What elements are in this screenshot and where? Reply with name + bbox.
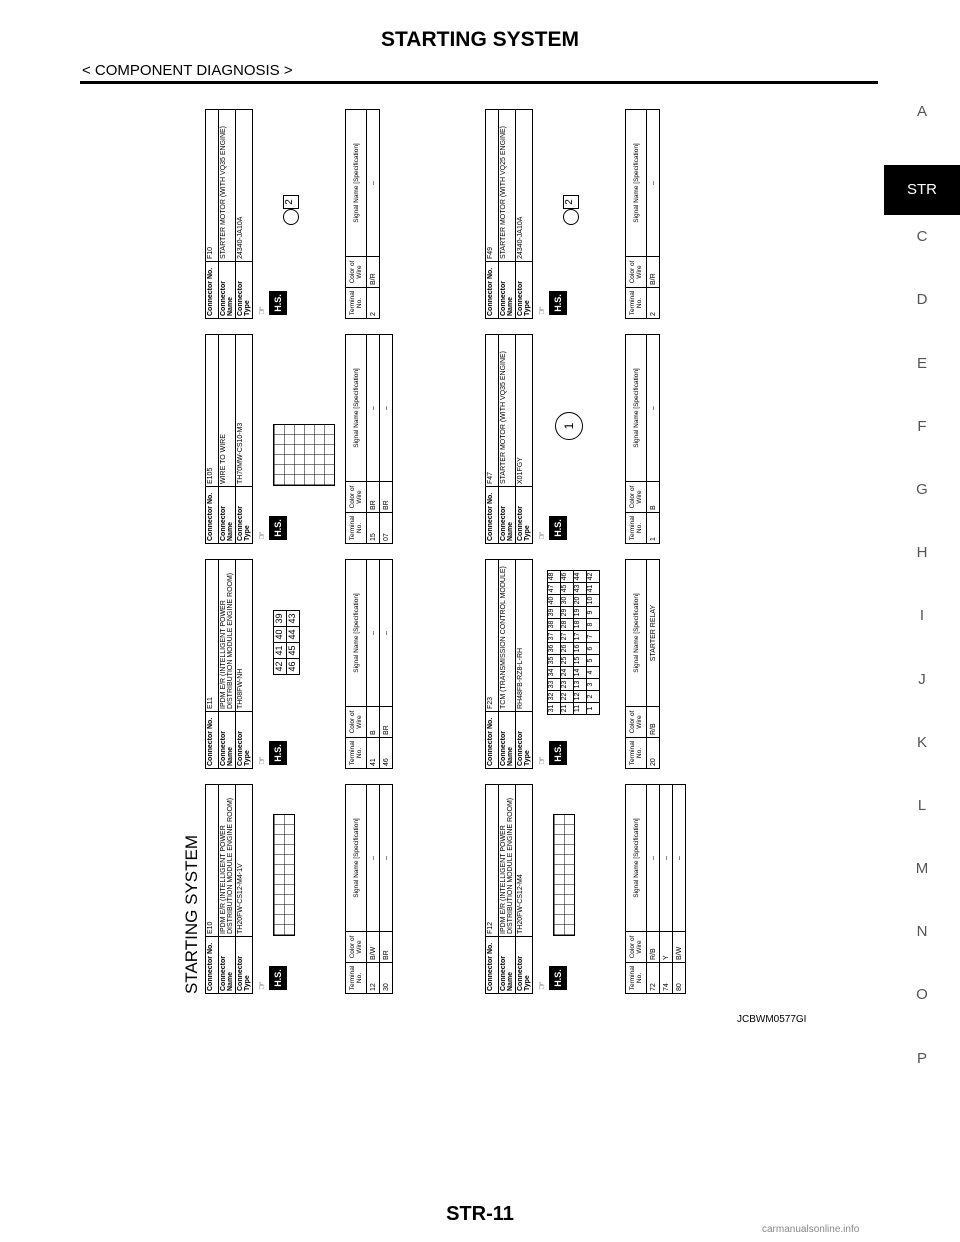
cavity-number: 5 [586, 654, 600, 667]
cavity-number: 48 [547, 570, 561, 583]
cavity-number: 25 [560, 654, 574, 667]
pin-table-header-cell: Color of Wire [626, 482, 647, 513]
connector-info-label: Connector Type [516, 262, 533, 319]
cavity-number: 18 [573, 618, 587, 631]
pin-cell: BR [380, 932, 393, 963]
pin-cell: 15 [367, 513, 380, 544]
connector-panel-e105 [205, 334, 475, 544]
hs-icon: H.S. [269, 291, 287, 315]
cavity-number: 24 [560, 666, 574, 679]
cavity-number: 16 [573, 642, 587, 655]
pin-cell: – [380, 785, 393, 932]
hand-icon: ☞ [257, 981, 268, 990]
connector-face [255, 563, 335, 735]
pin-table-header-cell: Signal Name [Specification] [626, 110, 647, 257]
cavity-number: 27 [560, 630, 574, 643]
cavity-number: 43 [286, 610, 300, 627]
pin-cell: R/B [647, 707, 660, 738]
cavity-number: 41 [273, 642, 287, 659]
cavity-number: 7 [586, 630, 600, 643]
header-rule [80, 81, 878, 84]
pin-table-header [626, 335, 647, 544]
pin-table [625, 784, 686, 994]
connector-info-value: E11 [206, 560, 219, 712]
index-item-n[interactable]: N [916, 923, 928, 941]
connector-info-value: TH08FW-NH [236, 560, 253, 712]
page-header-subtitle: < COMPONENT DIAGNOSIS > [82, 62, 293, 79]
cavity-number: 6 [586, 642, 600, 655]
cavity-number: 22 [560, 690, 574, 703]
cavity-number: 35 [547, 654, 561, 667]
pin-table-header [346, 335, 367, 544]
connector-info-label: Connector Name [499, 937, 516, 994]
pin-cell: 07 [380, 513, 393, 544]
connector-panel-f47 [485, 334, 755, 544]
pin-cell: BR [367, 482, 380, 513]
index-item-c[interactable]: C [916, 228, 928, 246]
pin-cell: 41 [367, 738, 380, 769]
pin-cell: – [647, 335, 660, 482]
connector-info-row-name [499, 560, 516, 769]
connector-info-value: STARTER MOTOR (WITH VQ35 ENGINE) [219, 110, 236, 262]
pin-table [625, 559, 660, 769]
cavity-number: 12 [573, 690, 587, 703]
connector-info-label: Connector Type [236, 712, 253, 769]
page-number: STR-11 [446, 1203, 514, 1225]
connector-info-value: TH70MW-CS10-M3 [236, 335, 253, 487]
pin-row [660, 785, 673, 994]
connector-info-row-name [219, 335, 236, 544]
pin-cell: 20 [647, 738, 660, 769]
connector-info-value: RH48FB-RZ8-L-RH [516, 560, 533, 712]
pin-row [367, 110, 380, 319]
hand-icon: ☞ [537, 981, 548, 990]
connector-info-label: Connector No. [486, 712, 499, 769]
pin-cell: 74 [660, 963, 673, 994]
connector-info-value: TH20FW-CS12-M4 [516, 785, 533, 937]
section-index [884, 96, 960, 1106]
pin-cell: BR [380, 707, 393, 738]
connector-info-label: Connector Type [236, 937, 253, 994]
cavity-number: 46 [286, 658, 300, 675]
connector-info-label: Connector Type [516, 937, 533, 994]
pin-table [345, 784, 393, 994]
pin-cell: – [367, 560, 380, 707]
pin-table-header [346, 110, 367, 319]
index-item-a[interactable]: A [916, 103, 927, 120]
connector-info-table [485, 334, 533, 544]
cavity-number: 43 [573, 582, 587, 595]
hs-icon: H.S. [549, 516, 567, 540]
connector-info-row-no [486, 110, 499, 319]
connector-info-value: TH20FW-CS12-M4-1V [236, 785, 253, 937]
connector-panel-f12 [485, 784, 755, 994]
cavity-number: 1 [586, 702, 600, 715]
cavity-number: 8 [586, 618, 600, 631]
connector-info-value: 24340-JA10A [516, 110, 533, 262]
pin-cell: B/R [367, 257, 380, 288]
cavity-number: 9 [586, 606, 600, 619]
connector-info-table [485, 109, 533, 319]
cavity-number: 29 [560, 606, 574, 619]
pin-cell: 30 [380, 963, 393, 994]
hs-icon: H.S. [549, 741, 567, 765]
connector-face [535, 563, 615, 735]
connector-panel-f49 [485, 109, 755, 319]
cavity-number: 40 [273, 626, 287, 643]
pin-table [345, 109, 380, 319]
connector-info-value: IPDM E/R (INTELLIGENT POWER DISTRIBUTION MODULE ENGINE ROOM) [499, 785, 516, 937]
connector-info-label: Connector Type [236, 262, 253, 319]
cavity-number: 44 [573, 570, 587, 583]
index-item-l[interactable]: L [917, 796, 927, 814]
cavity-number: 4 [586, 666, 600, 679]
cavity-number: 2 [283, 195, 299, 209]
connector-info-row-type [516, 785, 533, 994]
pin-table-header-cell: Signal Name [Specification] [346, 335, 367, 482]
diagram-title: STARTING SYSTEM [182, 834, 201, 994]
cavity-number: 2 [563, 195, 579, 209]
cavity-number: 47 [547, 582, 561, 595]
pin-row [647, 785, 660, 994]
pin-row [367, 560, 380, 769]
connector-info-label: Connector Name [499, 712, 516, 769]
hs-icon: H.S. [269, 966, 287, 990]
connector-info-label: Connector No. [486, 262, 499, 319]
hs-icon: H.S. [549, 291, 567, 315]
connector-info-row-name [499, 335, 516, 544]
connector-face [255, 113, 335, 285]
cavity-number: 2 [586, 690, 600, 703]
pin-table-header-cell: Signal Name [Specification] [626, 560, 647, 707]
cavity-number: 15 [573, 654, 587, 667]
pin-table-header-cell: Terminal No. [346, 288, 367, 319]
hand-icon: ☞ [537, 306, 548, 315]
pin-table [345, 559, 393, 769]
connector-info-label: Connector No. [206, 262, 219, 319]
page-header-title: STARTING SYSTEM [381, 28, 579, 51]
pin-cell: R/B [647, 932, 660, 963]
figure-reference: JCBWM0577GI [737, 1014, 807, 1025]
connector-info-row-name [219, 110, 236, 319]
hs-icon: H.S. [269, 741, 287, 765]
connector-info-value: E105 [206, 335, 219, 487]
cavity-number: 40 [547, 594, 561, 607]
cavity-number: 45 [286, 642, 300, 659]
hand-icon: ☞ [257, 756, 268, 765]
connector-grid [273, 424, 335, 486]
connector-info-row-type [516, 560, 533, 769]
hs-icon: H.S. [549, 966, 567, 990]
cavity-number: 36 [547, 642, 561, 655]
connector-info-row-no [206, 785, 219, 994]
connector-diagram [180, 100, 820, 1000]
cavity-number: 11 [573, 702, 587, 715]
pin-cell: 12 [367, 963, 380, 994]
connector-info-row-type [516, 110, 533, 319]
pin-cell: B/W [673, 932, 686, 963]
pin-row [367, 335, 380, 544]
cavity-number: 33 [547, 678, 561, 691]
pin-table-header-cell: Signal Name [Specification] [626, 785, 647, 932]
pin-cell: STARTER RELAY [647, 560, 660, 707]
cavity-number: 42 [273, 658, 287, 675]
connector-info-label: Connector Name [499, 487, 516, 544]
connector-info-value: IPDM E/R (INTELLIGENT POWER DISTRIBUTION MODULE ENGINE ROOM) [219, 785, 236, 937]
pin-row [380, 785, 393, 994]
index-item-j[interactable]: J [918, 670, 926, 688]
pin-table-header-cell: Terminal No. [346, 963, 367, 994]
pin-cell: – [647, 785, 660, 932]
pin-table [625, 109, 660, 319]
connector-info-value: STARTER MOTOR (WITH VQ35 ENGINE) [499, 335, 516, 487]
connector-info-row-name [219, 560, 236, 769]
connector-info-value: WIRE TO WIRE [219, 335, 236, 487]
connector-info-label: Connector Name [219, 262, 236, 319]
connector-info-table [485, 784, 533, 994]
connector-info-label: Connector Type [516, 487, 533, 544]
connector-info-value: TCM (TRANSMISSION CONTROL MODULE) [499, 560, 516, 712]
connector-panel-f23 [485, 559, 755, 769]
pin-table-header [346, 560, 367, 769]
cavity-number: 20 [573, 594, 587, 607]
pin-table-header-cell: Color of Wire [626, 707, 647, 738]
pin-row [380, 335, 393, 544]
connector-info-value: F23 [486, 560, 499, 712]
connector-info-label: Connector Name [219, 712, 236, 769]
index-item-str[interactable]: STR [884, 165, 960, 215]
pin-cell: – [367, 335, 380, 482]
cavity-number: 26 [560, 642, 574, 655]
connector-face [535, 788, 615, 960]
connector-info-label: Connector Name [499, 262, 516, 319]
pin-table-header-cell: Signal Name [Specification] [346, 110, 367, 257]
cavity-number: 23 [560, 678, 574, 691]
connector-face [535, 113, 615, 285]
connector-info-value: F12 [486, 785, 499, 937]
connector-info-table [485, 559, 533, 769]
pin-cell: 2 [647, 288, 660, 319]
hs-icon: H.S. [269, 516, 287, 540]
cavity-number: 46 [560, 570, 574, 583]
connector-info-row-no [486, 785, 499, 994]
cavity-number: 32 [547, 690, 561, 703]
cavity-number: 3 [586, 678, 600, 691]
pin-cell: – [647, 110, 660, 257]
cavity-number: 41 [586, 582, 600, 595]
connector-info-row-no [486, 335, 499, 544]
connector-info-table [205, 334, 253, 544]
index-item-f[interactable]: F [917, 417, 927, 435]
pin-cell: Y [660, 932, 673, 963]
pin-row [673, 785, 686, 994]
index-item-p[interactable]: P [916, 1049, 927, 1067]
pin-table-header [626, 785, 647, 994]
connector-info-label: Connector No. [486, 937, 499, 994]
connector-info-row-name [499, 785, 516, 994]
connector-info-value: F49 [486, 110, 499, 262]
connector-panel-f10 [205, 109, 475, 319]
connector-info-value: E10 [206, 785, 219, 937]
pin-cell: 72 [647, 963, 660, 994]
cavity-number: 42 [586, 570, 600, 583]
connector-sheet [180, 100, 820, 1000]
connector-info-label: Connector Name [219, 937, 236, 994]
cavity-number: 38 [547, 618, 561, 631]
index-item-h[interactable]: H [916, 544, 928, 562]
pin-table-header [626, 560, 647, 769]
connector-info-row-type [236, 335, 253, 544]
hand-icon: ☞ [537, 756, 548, 765]
pin-table-header [626, 110, 647, 319]
cavity-number: 34 [547, 666, 561, 679]
connector-info-value: X01FGY [516, 335, 533, 487]
connector-grid [273, 814, 295, 936]
connector-info-table [205, 784, 253, 994]
index-item-e[interactable]: E [916, 354, 927, 372]
connector-info-label: Connector Name [219, 487, 236, 544]
cavity-number: 45 [560, 582, 574, 595]
pin-cell: B [367, 707, 380, 738]
connector-info-label: Connector No. [206, 487, 219, 544]
connector-info-row-no [206, 560, 219, 769]
cavity-number: 37 [547, 630, 561, 643]
pin-row [647, 560, 660, 769]
pin-table-header [346, 785, 367, 994]
index-item-m[interactable]: M [915, 860, 929, 878]
connector-grid [553, 814, 575, 936]
pin-cell: B/W [367, 932, 380, 963]
connector-info-table [205, 109, 253, 319]
pin-table-header-cell: Signal Name [Specification] [346, 560, 367, 707]
pin-table-header-cell: Color of Wire [346, 707, 367, 738]
pin-table-header-cell: Terminal No. [626, 738, 647, 769]
connector-info-table [205, 559, 253, 769]
connector-info-label: Connector Type [516, 712, 533, 769]
pin-row [367, 785, 380, 994]
connector-info-row-name [499, 110, 516, 319]
pin-cell: – [660, 785, 673, 932]
pin-cell: B [647, 482, 660, 513]
connector-info-label: Connector Type [236, 487, 253, 544]
connector-info-label: Connector No. [486, 487, 499, 544]
pin-table-header-cell: Terminal No. [346, 738, 367, 769]
connector-face [535, 338, 615, 510]
pin-table-header-cell: Terminal No. [626, 288, 647, 319]
connector-face [255, 338, 335, 510]
pin-cell: – [380, 335, 393, 482]
terminal-ring [563, 209, 579, 225]
pin-cell: – [367, 110, 380, 257]
pin-table-header-cell: Color of Wire [626, 932, 647, 963]
connector-info-row-type [516, 335, 533, 544]
pin-row [647, 110, 660, 319]
cavity-number: 14 [573, 666, 587, 679]
cavity-number: 13 [573, 678, 587, 691]
index-item-g[interactable]: G [916, 480, 928, 498]
pin-cell: 1 [647, 513, 660, 544]
cavity-number: 19 [573, 606, 587, 619]
pin-cell: B/R [647, 257, 660, 288]
cavity-number: 30 [560, 594, 574, 607]
pin-cell: BR [380, 482, 393, 513]
pin-table [625, 334, 660, 544]
watermark: carmanualsonline.info [762, 1224, 860, 1235]
connector-face [255, 788, 335, 960]
index-item-i[interactable]: I [919, 607, 925, 625]
pin-cell: – [673, 785, 686, 932]
cavity-number: 21 [560, 702, 574, 715]
connector-info-value: F47 [486, 335, 499, 487]
pin-table-header-cell: Color of Wire [346, 257, 367, 288]
pin-row [380, 560, 393, 769]
pin-row [647, 335, 660, 544]
cavity-number: 39 [273, 610, 287, 627]
connector-panel-e11 [205, 559, 475, 769]
connector-info-label: Connector No. [206, 712, 219, 769]
pin-cell: 46 [380, 738, 393, 769]
pin-table-header-cell: Terminal No. [626, 963, 647, 994]
terminal-ring [283, 209, 299, 225]
hand-icon: ☞ [257, 531, 268, 540]
hand-icon: ☞ [257, 306, 268, 315]
pin-cell: 80 [673, 963, 686, 994]
pin-cell: 2 [367, 288, 380, 319]
connector-info-value: IPDM E/R (INTELLIGENT POWER DISTRIBUTION MODULE ENGINE ROOM) [219, 560, 236, 712]
connector-info-row-type [236, 785, 253, 994]
pin-cell: – [367, 785, 380, 932]
pin-table-header-cell: Signal Name [Specification] [346, 785, 367, 932]
pin-table-header-cell: Color of Wire [626, 257, 647, 288]
connector-info-row-type [236, 560, 253, 769]
pin-table-header-cell: Color of Wire [346, 482, 367, 513]
cavity-number: 44 [286, 626, 300, 643]
cavity-number: 10 [586, 594, 600, 607]
connector-info-row-type [236, 110, 253, 319]
connector-info-row-no [206, 335, 219, 544]
hand-icon: ☞ [537, 531, 548, 540]
index-item-d[interactable]: D [916, 291, 928, 309]
cavity-circle: 1 [555, 412, 583, 440]
cavity-number: 17 [573, 630, 587, 643]
connector-info-value: 24340-JA10A [236, 110, 253, 262]
pin-table-header-cell: Terminal No. [626, 513, 647, 544]
pin-table-header-cell: Signal Name [Specification] [626, 335, 647, 482]
pin-table-header-cell: Color of Wire [346, 932, 367, 963]
pin-table-header-cell: Terminal No. [346, 513, 367, 544]
connector-info-value: STARTER MOTOR (WITH VQ25 ENGINE) [499, 110, 516, 262]
pin-table [345, 334, 393, 544]
cavity-number: 28 [560, 618, 574, 631]
cavity-number: 31 [547, 702, 561, 715]
connector-info-label: Connector No. [206, 937, 219, 994]
index-item-o[interactable]: O [916, 986, 928, 1004]
connector-info-value: F10 [206, 110, 219, 262]
index-item-k[interactable]: K [916, 733, 927, 751]
connector-info-row-no [486, 560, 499, 769]
connector-info-row-name [219, 785, 236, 994]
cavity-number: 39 [547, 606, 561, 619]
connector-panel-e10 [205, 784, 475, 994]
pin-cell: – [380, 560, 393, 707]
connector-info-row-no [206, 110, 219, 319]
